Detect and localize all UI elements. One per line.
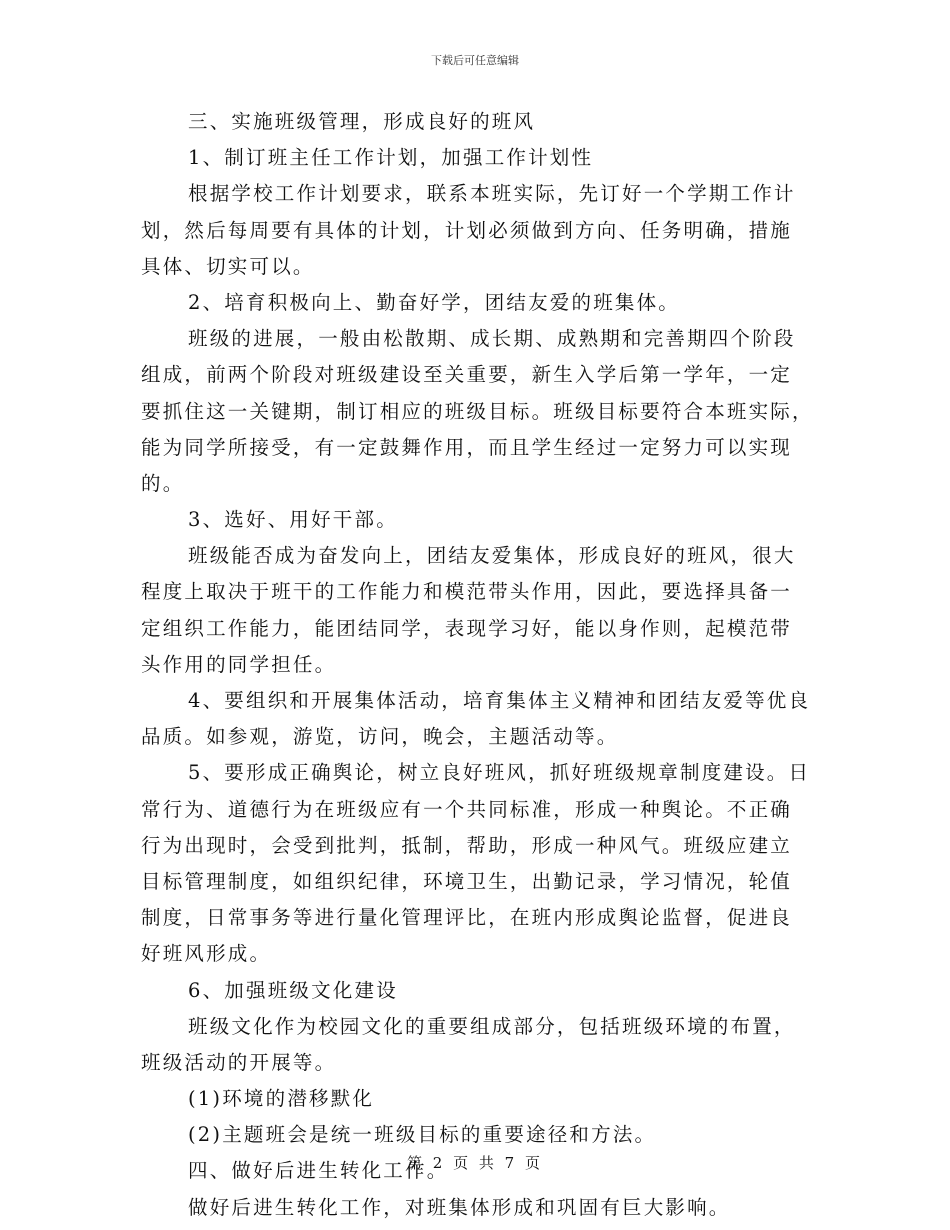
text-line: 班级能否成为奋发向上，团结友爱集体，形成良好的班风，很大 bbox=[188, 544, 796, 568]
page-header: 下载后可任意编辑 bbox=[431, 54, 519, 67]
text-line: 头作用的同学担任。 bbox=[141, 652, 337, 676]
text-line: 班级活动的开展等。 bbox=[141, 1050, 337, 1074]
text-line: 制度，日常事务等进行量化管理评比，在班内形成舆论监督，促进良 bbox=[141, 906, 793, 930]
text-line: 四、做好后进生转化工作。 bbox=[188, 1159, 449, 1183]
text-line: 具体、切实可以。 bbox=[141, 254, 315, 278]
text-line: 程度上取决于班干的工作能力和模范带头作用，因此，要选择具备一 bbox=[141, 580, 793, 604]
text-line: (1)环境的潜移默化 bbox=[188, 1087, 375, 1111]
text-line: 2、培育积极向上、勤奋好学，团结友爱的班集体。 bbox=[188, 290, 681, 314]
text-line: 划，然后每周要有具体的计划，计划必须做到方向、任务明确，措施 bbox=[141, 218, 793, 242]
text-line: 3、选好、用好干部。 bbox=[188, 508, 398, 532]
text-line: 能为同学所接受，有一定鼓舞作用，而且学生经过一定努力可以实现 bbox=[141, 435, 793, 459]
text-line: 行为出现时，会受到批判，抵制，帮助，形成一种风气。班级应建立 bbox=[141, 833, 793, 857]
text-line: 1、制订班主任工作计划，加强工作计划性 bbox=[188, 146, 594, 170]
text-line: 定组织工作能力，能团结同学，表现学习好，能以身作则，起模范带 bbox=[141, 616, 793, 640]
text-line: 班级文化作为校园文化的重要组成部分，包括班级环境的布置， bbox=[188, 1014, 796, 1038]
text-line: 5、要形成正确舆论，树立良好班风，抓好班级规章制度建设。日 bbox=[188, 761, 811, 785]
text-line: 常行为、道德行为在班级应有一个共同标准，形成一种舆论。不正确 bbox=[141, 797, 793, 821]
text-line: 要抓住这一关键期，制订相应的班级目标。班级目标要符合本班实际， bbox=[141, 399, 814, 423]
text-line: 6、加强班级文化建设 bbox=[188, 978, 398, 1002]
text-line: 班级的进展，一般由松散期、成长期、成熟期和完善期四个阶段 bbox=[188, 327, 796, 351]
text-line: 品质。如参观，游览，访问，晚会，主题活动等。 bbox=[141, 725, 619, 749]
document-body bbox=[141, 104, 814, 1226]
text-line: 组成，前两个阶段对班级建设至关重要，新生入学后第一学年，一定 bbox=[141, 363, 793, 387]
page-footer: 第 2 页 共 7 页 bbox=[407, 1154, 543, 1172]
text-line: 的。 bbox=[141, 471, 185, 495]
text-line: 三、实施班级管理，形成良好的班风 bbox=[188, 110, 536, 133]
text-line: (2)主题班会是统一班级目标的重要途径和方法。 bbox=[188, 1123, 657, 1147]
text-line: 做好后进生转化工作，对班集体形成和巩固有巨大影响。 bbox=[188, 1195, 731, 1219]
text-line: 目标管理制度，如组织纪律，环境卫生，出勤记录，学习情况，轮值 bbox=[141, 869, 793, 893]
text-line: 根据学校工作计划要求，联系本班实际，先订好一个学期工作计 bbox=[188, 182, 796, 206]
text-line: 4、要组织和开展集体活动，培育集体主义精神和团结友爱等优良 bbox=[188, 689, 811, 712]
text-line: 好班风形成。 bbox=[141, 942, 272, 966]
